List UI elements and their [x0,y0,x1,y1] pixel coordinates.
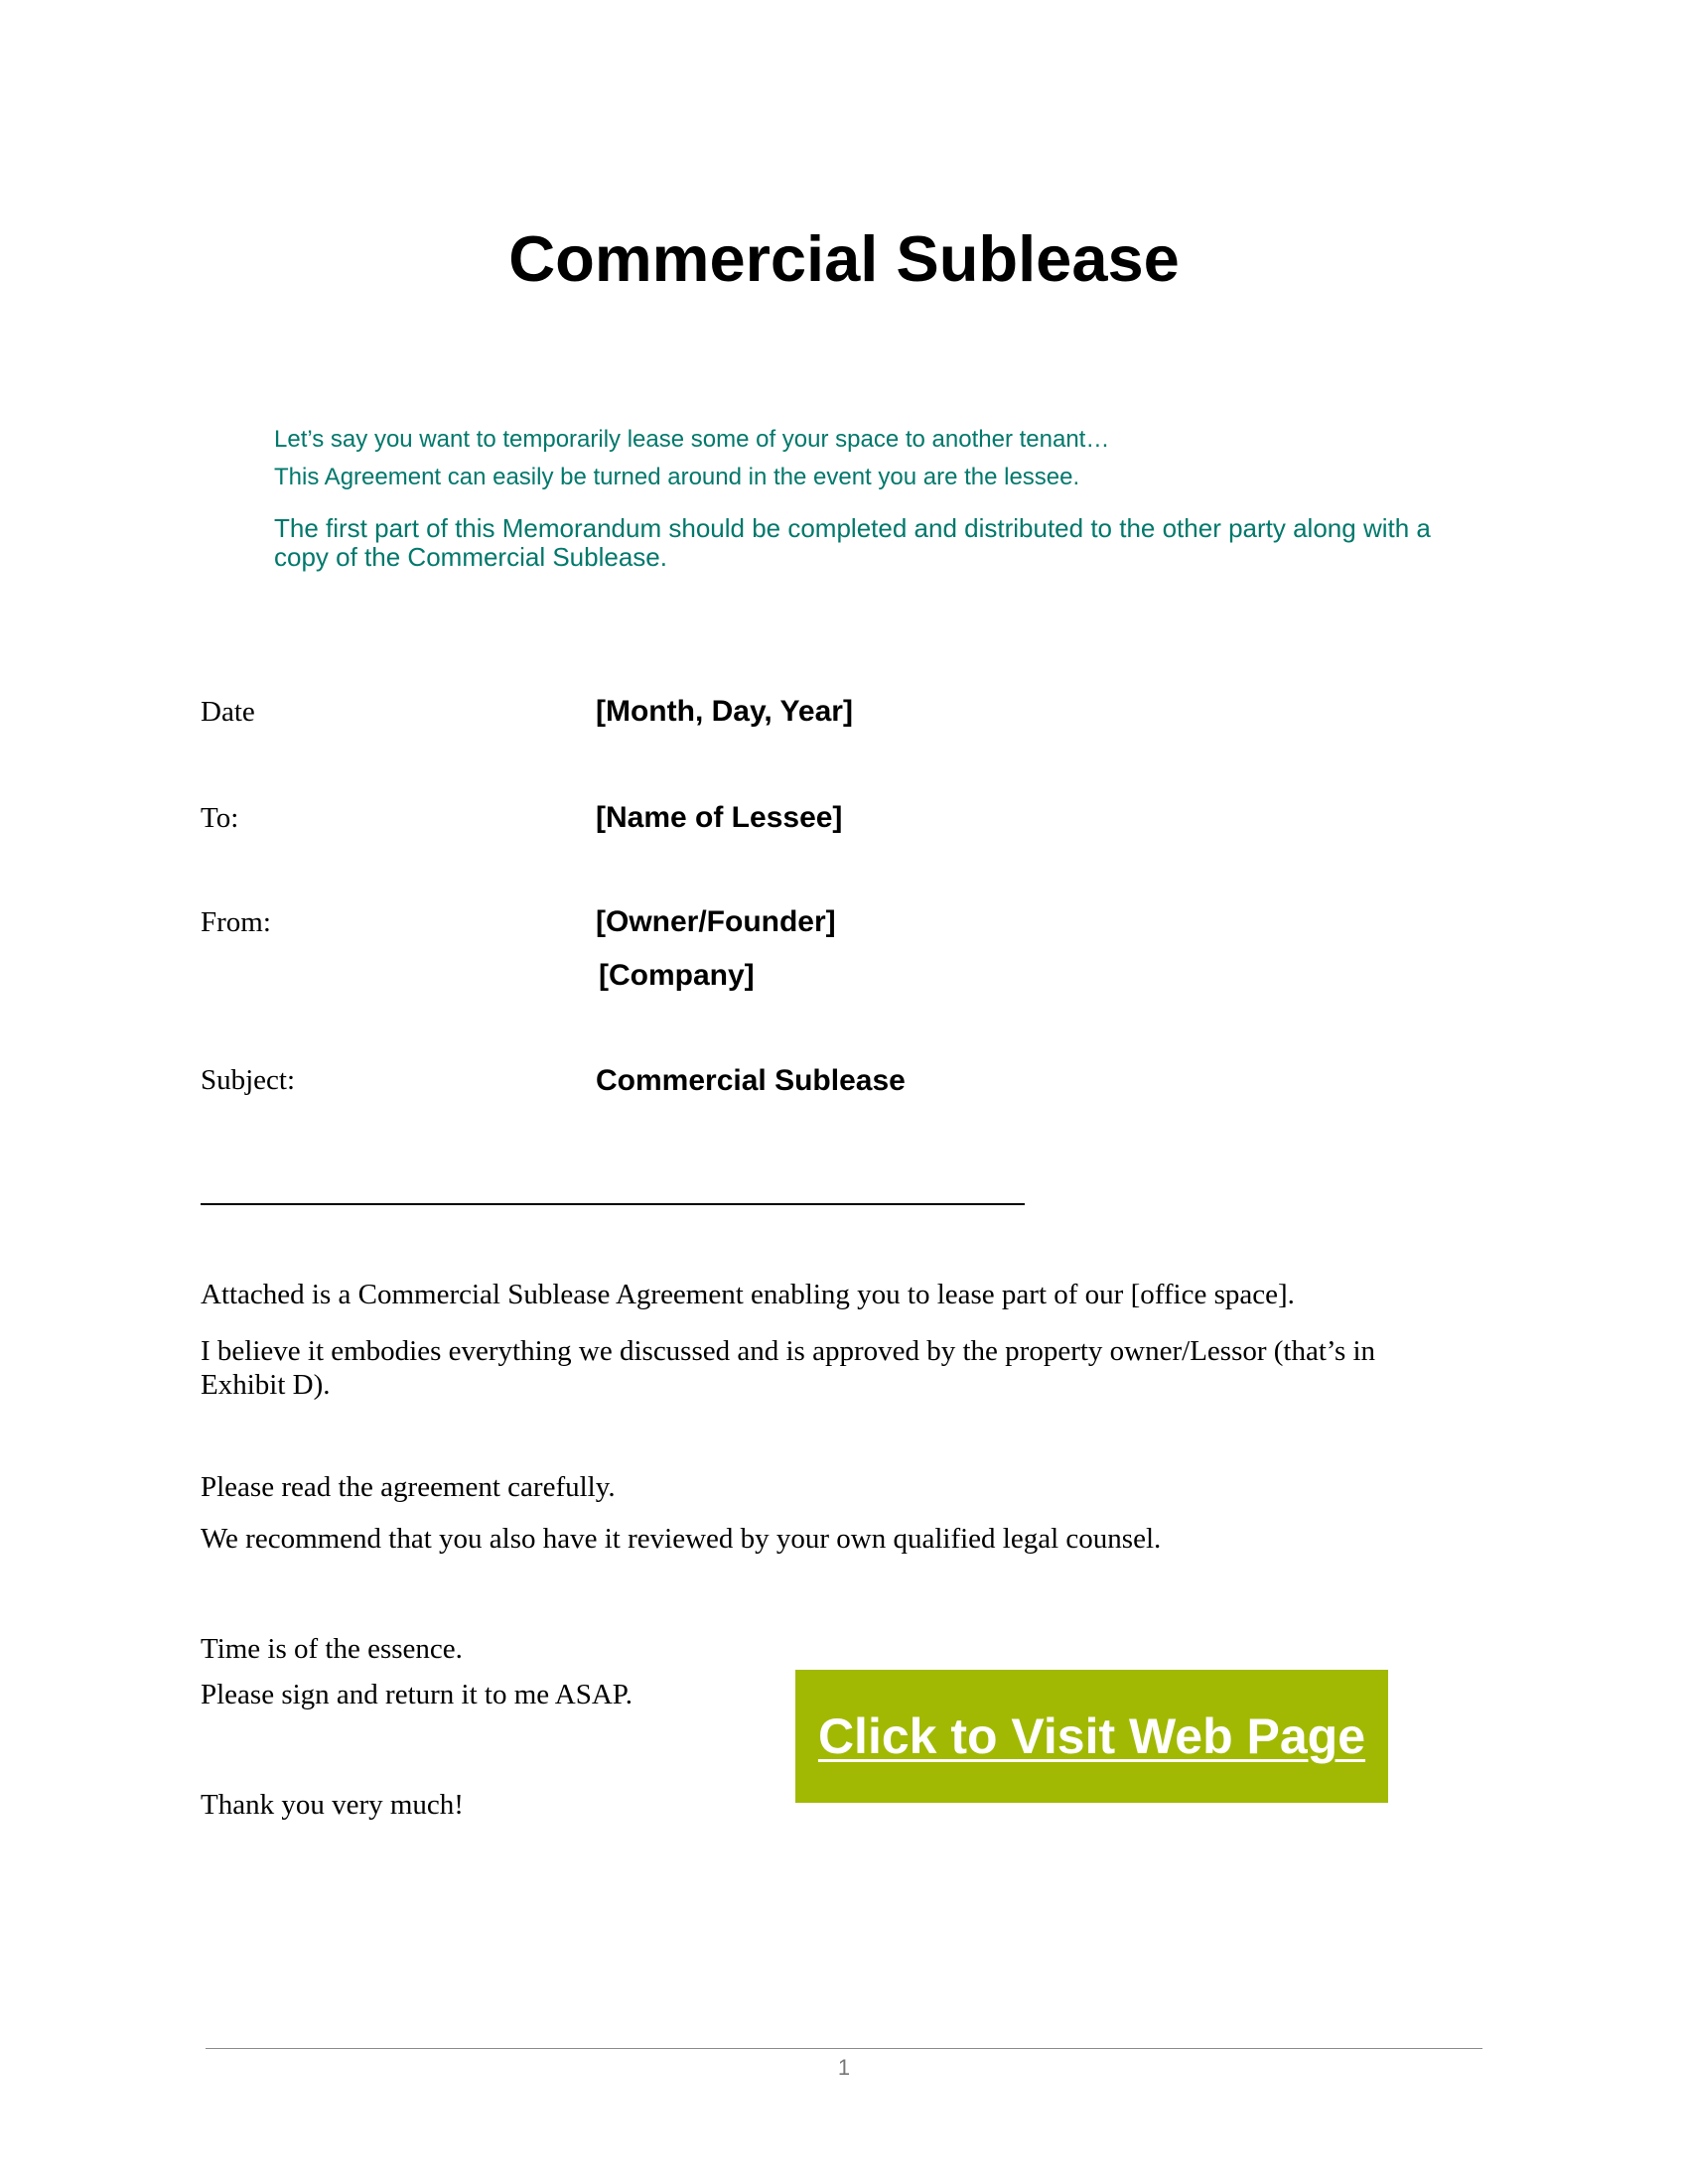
to-label: To: [201,802,239,834]
footer-divider [206,2048,1482,2049]
to-value: [Name of Lessee] [596,801,843,834]
page-number: 1 [837,2055,851,2080]
body-paragraph-7: Thank you very much! [201,1789,464,1821]
subject-value: Commercial Sublease [596,1064,906,1097]
subject-label: Subject: [201,1064,296,1096]
visit-web-page-button[interactable] [795,1670,1388,1803]
from-value: [Owner/Founder] [596,905,836,938]
intro-line-2: This Agreement can easily be turned around in the event you are the lessee. [274,464,1080,490]
body-paragraph-4: We recommend that you also have it reviewed by your own qualified legal counsel. [201,1523,1162,1555]
body-paragraph-6: Please sign and return it to me ASAP. [201,1679,633,1710]
visit-web-page-label[interactable]: Click to Visit Web Page [817,1708,1366,1764]
intro-line-3: The first part of this Memorandum should be completed and distributed to the other party along with a copy of the Commercial Sublease. [274,513,1431,573]
intro-line-1: Let’s say you want to temporarily lease some of your space to another tenant… [274,426,1110,453]
body-paragraph-3: Please read the agreement carefully. [201,1471,616,1503]
from-label: From: [201,906,271,938]
page-title: Commercial Sublease [508,222,1180,295]
date-value: [Month, Day, Year] [596,695,853,728]
date-label: Date [201,696,255,728]
from-company: [Company] [599,959,755,992]
body-paragraph-2: I believe it embodies everything we discussed and is approved by the property owner/Lessor (that’s in Exhibit D). [201,1335,1376,1401]
body-paragraph-5: Time is of the essence. [201,1633,463,1665]
signature-divider [201,1203,1025,1205]
body-paragraph-1: Attached is a Commercial Sublease Agreement enabling you to lease part of our [office space]. [201,1279,1295,1310]
